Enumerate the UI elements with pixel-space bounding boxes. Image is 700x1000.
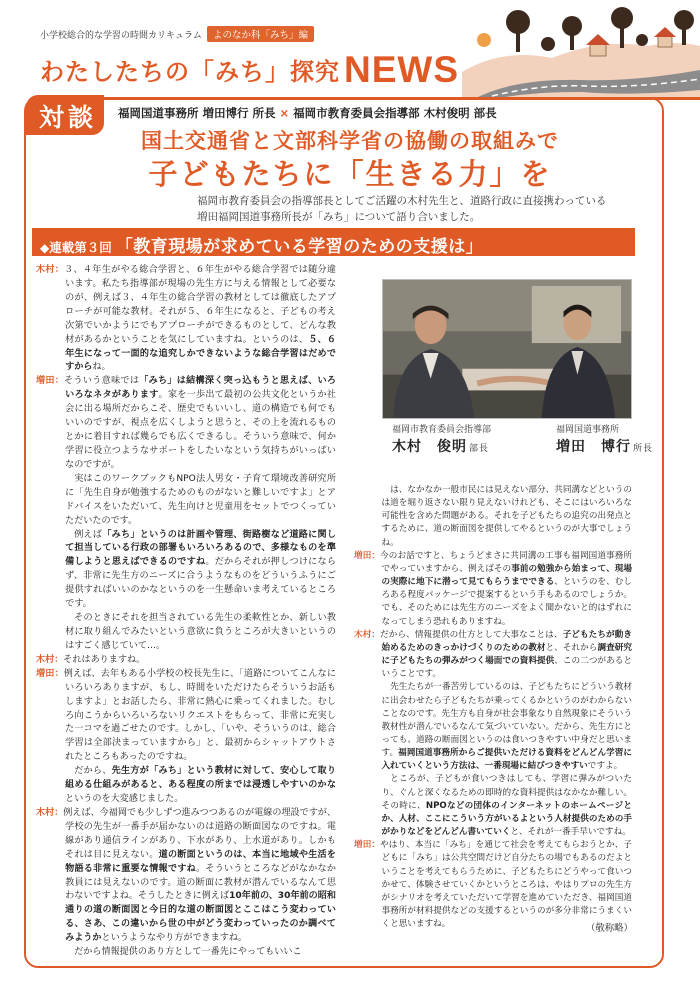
- kimura-name: 木村 俊明: [392, 439, 467, 455]
- dialogue-paragraph: [36, 612, 336, 654]
- dialogue-paragraph: [354, 773, 632, 839]
- body-text: ですよ。: [587, 761, 623, 772]
- dialogue-paragraph: [36, 765, 336, 807]
- header-illustration: [462, 0, 700, 100]
- page-header: [0, 0, 700, 100]
- body-text: 今のお話ですと、ちょうどまさに共同溝の工事も福岡国道事務所でやっていますから、例えばその: [380, 550, 632, 574]
- body-text: ところが、子どもが食いつきはしても、学習に弾みがついたり、ぐんと深くなるための即時的な資料提供はなかなか難しい。その時に、: [381, 774, 632, 811]
- caption-masuda-role: 福岡国道事務所: [556, 425, 620, 435]
- caption-masuda-name: [556, 436, 653, 456]
- emphasis-text: 「みち」というのは計画や管理、街路樹など道路に関して担当している行政の部署もいろいろあるので、多様なものを準備しようと思えばできるのですね: [65, 529, 336, 568]
- intro-line-1: 福岡市教育委員会の指導部長としてご活躍の木村先生と、道路行政に直接携わっている: [197, 195, 607, 207]
- speaker-label: 木村：: [354, 629, 381, 640]
- emphasis-text: 先生方が「みち」という教材に対して、安心して取り組める仕組みがあると、ある程度の所までは浸透しやすいのかな: [65, 766, 336, 791]
- dialogue-paragraph: [36, 654, 336, 668]
- body-text: だから、情報提供の仕方として大事なことは、: [380, 629, 563, 640]
- body-text: だから、: [74, 766, 112, 777]
- body-text: 例えば、今福岡でも少しずつ進みつつあるのが電線の埋設ですが、学校の先生が一番手が届かないのは道路の断面図なのですね。電線があり通信ラインがあり、下水があり、上水道があり。しかもそれは目に見えない。: [63, 807, 336, 860]
- body-text: だから情報提供のあり方として一番先にやってもいいこ: [74, 947, 302, 958]
- dialogue-paragraph: [354, 629, 632, 682]
- body-text: 、この二つがあるということです。: [381, 656, 632, 680]
- dialogue-paragraph: [36, 473, 336, 529]
- masuda-name: 増田 博行: [556, 439, 631, 455]
- intro-text: [197, 193, 637, 225]
- excerpt-note: （敬称略）: [586, 923, 633, 934]
- news-title-main: わたしたちの「みち」探究: [40, 58, 340, 86]
- header-rule: [40, 97, 700, 100]
- speaker-masuda: 福岡国道事務所 増田博行 所長: [118, 106, 276, 120]
- news-title: [40, 47, 459, 89]
- dialogue-paragraph: [354, 550, 632, 629]
- photo-illustration: [383, 280, 631, 418]
- headline-line-2: 子どもたちに「生きる力」を: [148, 157, 552, 191]
- emphasis-text: 10年前の、30年前の昭和通りの道の断面図と今日的な道の断面図とここはこう変わっている、さあ、この違いから世の中がどう変わっていったのか調べてみようか: [65, 891, 336, 944]
- dialogue-column-left: [36, 264, 336, 960]
- body-text: 例えば: [74, 529, 103, 540]
- curriculum-label: 小学校総合的な学習の時間カリキュラム: [40, 31, 202, 41]
- body-text: と、それから: [545, 642, 598, 653]
- series-heading: 「教育現場が求めている学習のための支援は」: [115, 237, 484, 257]
- speaker-label: 木村：: [36, 265, 65, 275]
- caption-kimura-role: 福岡市教育委員会指導部: [392, 425, 492, 435]
- body-text: 。だからそれが押しつけにならず、非常に先生方のニーズに合うようなものをどういうふうにご提供すればいいのかなというのを一生懸命いま考えているところです。: [65, 557, 336, 610]
- dialogue-paragraph: [36, 807, 336, 946]
- speaker-label: 木村：: [36, 807, 64, 818]
- taidan-label: 対談: [38, 103, 97, 132]
- speaker-label: 木村：: [36, 654, 64, 665]
- body-text: 、というのを、むしろある程度パッケージで提案するという手もあるのでしょうか。でも、そのためには先生方のニーズをよく聞かないと的はずれになってしまう恐れもありますね。: [381, 577, 632, 627]
- body-text: というのを大変感じました。: [65, 794, 184, 805]
- body-text: は、なかなか一般市民には見えない部分、共同溝などというのは道を堀り返さない限り見えないけれども、そこにはいろいろな可能性を含めた問題がある。それを子どもたちの追究の出発点とするために、道の断面図を提供してやるというのが大事でしょうね。: [381, 485, 632, 548]
- house-icon: [590, 44, 606, 56]
- body-text: ね。: [92, 362, 111, 373]
- body-text: それはありますね。: [63, 654, 146, 665]
- series-number: 連載第３回: [49, 240, 112, 255]
- dialogue-paragraph: [36, 375, 336, 472]
- emphasis-text: NPOなどの団体のインターネットのホームページとか、人材、ここにこういう方がいるよという人材提供のための手がかりなどをどんどん書いていく: [381, 800, 632, 838]
- speaker-label: 増田：: [36, 376, 65, 387]
- emphasis-text: 事前の勉強から始まって、現場の実際に地下に潜って見てもらうまでできる: [381, 563, 632, 588]
- house-icon-2: [658, 36, 672, 47]
- body-text: 。そういうところなどがなかなか教員には見えないのです。道の断面に教材が潜んでいるなんて思わないですよね。そうしたときに例えば: [65, 863, 336, 902]
- caption-kimura-name: [392, 436, 489, 456]
- news-title-news: NEWS: [344, 49, 459, 90]
- emphasis-text: 道の断面というのは、本当に地域や生活を物語る非常に重要な情報ですね: [65, 849, 336, 874]
- dialogue-column-right: [354, 484, 632, 931]
- emphasis-text: 調査研究に子どもたちの弾みがつく場面での資料提供: [381, 642, 632, 667]
- speaker-label: 増田：: [36, 668, 64, 679]
- body-text: 先生たちが一番苦労しているのは、子どもたちにどういう教材に出会わせたら子どもたちが乗ってくるかというのがわからないことなのです。先生方も自身が社会事象なり自然現象にそういう教材性が潜んでいるなんて気づいていない。だから、先生方にとっても、道路の断面図というのは食いつきやすい中身だと思います。: [381, 682, 632, 759]
- speaker-label: 増田：: [354, 550, 381, 561]
- emphasis-text: ５、６年生になって一面的な追究しかできないような総合学習はだめですから: [65, 334, 336, 373]
- intro-line-2: 増田福岡国道事務所長が「みち」について語り合いました。: [197, 211, 481, 223]
- speakers-line: [118, 105, 497, 121]
- house-roof: [586, 34, 610, 45]
- body-text: そのときにそれを担当されている先生の柔軟性とか、新しい教材に取り組んでみたいという意欲に負うところが大きいというのはすごく感じていて…。: [65, 613, 336, 651]
- body-text: ３、４年生がやる総合学習と、６年生がやる総合学習では随分違います。私たち指導部が現場の先生方に与える情報として必要なのが、例えば３、４年生の総合学習の教材としては徹底したアプローチが可能な教材。それが５、６年生になると、子どもの考え次第でいかようにでもアプローチができるものとして、どんな教材があるかということを気にしていますね。というのは、: [64, 265, 336, 345]
- headline-line-1: 国土交通省と文部科学省の協働の取組みで: [141, 129, 559, 153]
- speaker-kimura: 福岡市教育委員会指導部 木村俊明 部長: [293, 106, 497, 120]
- series-title: [40, 232, 483, 257]
- dialogue-paragraph: [354, 484, 632, 550]
- dialogue-paragraph: [36, 529, 336, 613]
- dialogue-paragraph: [36, 946, 336, 960]
- dialogue-paragraph: [36, 668, 336, 765]
- speaker-label: 増田：: [354, 840, 381, 851]
- masuda-title: 所長: [633, 444, 654, 454]
- body-text: 例えば、去年もある小学校の校長先生に、「道路についてこんなにいろいろありますが、もし、時間をいただけたらそういうお話もしますよ」とお話したら、非常に熱心に乗ってくれました。むしろ向こうからいろいろないリクエストをもらって、非常に充実した一コマを過ごせたのです。しかし、「いや、そういうのは、総合学習は全部決まっていますから」と、最初からシャットアウトされたところもあったのですね。: [63, 668, 336, 763]
- sun-icon: [477, 33, 491, 47]
- body-text: そういう意味では: [64, 376, 140, 387]
- interview-photo: [382, 279, 632, 419]
- body-text: と、それが一番手早いですね。: [510, 827, 631, 838]
- dialogue-paragraph: [354, 681, 632, 773]
- emphasis-text: 子どもたちが動き始めるためのきっかけづくりのための教材: [381, 629, 632, 653]
- cross-mark: ×: [279, 106, 290, 120]
- house-roof-2: [654, 27, 676, 37]
- body-text: 。家を一歩出て最初の公共文化というか社会に出る場所だからこそ、歴史でもいいし、道の構造でも何でもいいのですが、視点を広くしようと思うと、その上を流れるものとかに着目すれば幾らでも広くできるし。そういう意味で、何か学習に役立つようなサポートをしたいなという気持ちがいっぱいなのですが。: [65, 390, 336, 470]
- dialogue-paragraph: [36, 264, 336, 375]
- emphasis-text: 「みち」は結構深く突っ込もうと思えば、いろいろなネタがあります: [65, 376, 336, 401]
- series-badge: よのなか科「みち」編: [207, 26, 314, 42]
- dialogue-paragraph: [354, 839, 632, 931]
- body-text: やはり、本当に「みち」を通じて社会を考えてもらおうとか、子どもに「みち」は公共空間だけど自分たちの場でもあるのだよということを考えてもらうために、子どもたちにどうやって食いつかせて、体験させていくかというところは、やはりプロの先生方がシナリオを考えていただいて学習を進めていただき、福岡国道事務所が材料提供などの支援するというのが多分非常にうまくいくと思いますね。: [380, 840, 632, 930]
- kimura-title: 部長: [469, 444, 490, 454]
- emphasis-text: 福岡国道事務所からご提供いただける資料をどんどん学習に入れていくという方法は、一番現場に結びつきやすい: [381, 748, 632, 772]
- body-text: 実はこのワークブックもNPO法人男女・子育て環境改善研究所に「先生自身が勉強するためのものがないと難しいですよ」とアドバイスをいただいて、先生向けと児童用をセットでつくっていただいたのです。: [65, 473, 336, 526]
- diamond-icon: ◆: [40, 241, 50, 255]
- body-text: というようなやり方ができますね。: [101, 933, 248, 944]
